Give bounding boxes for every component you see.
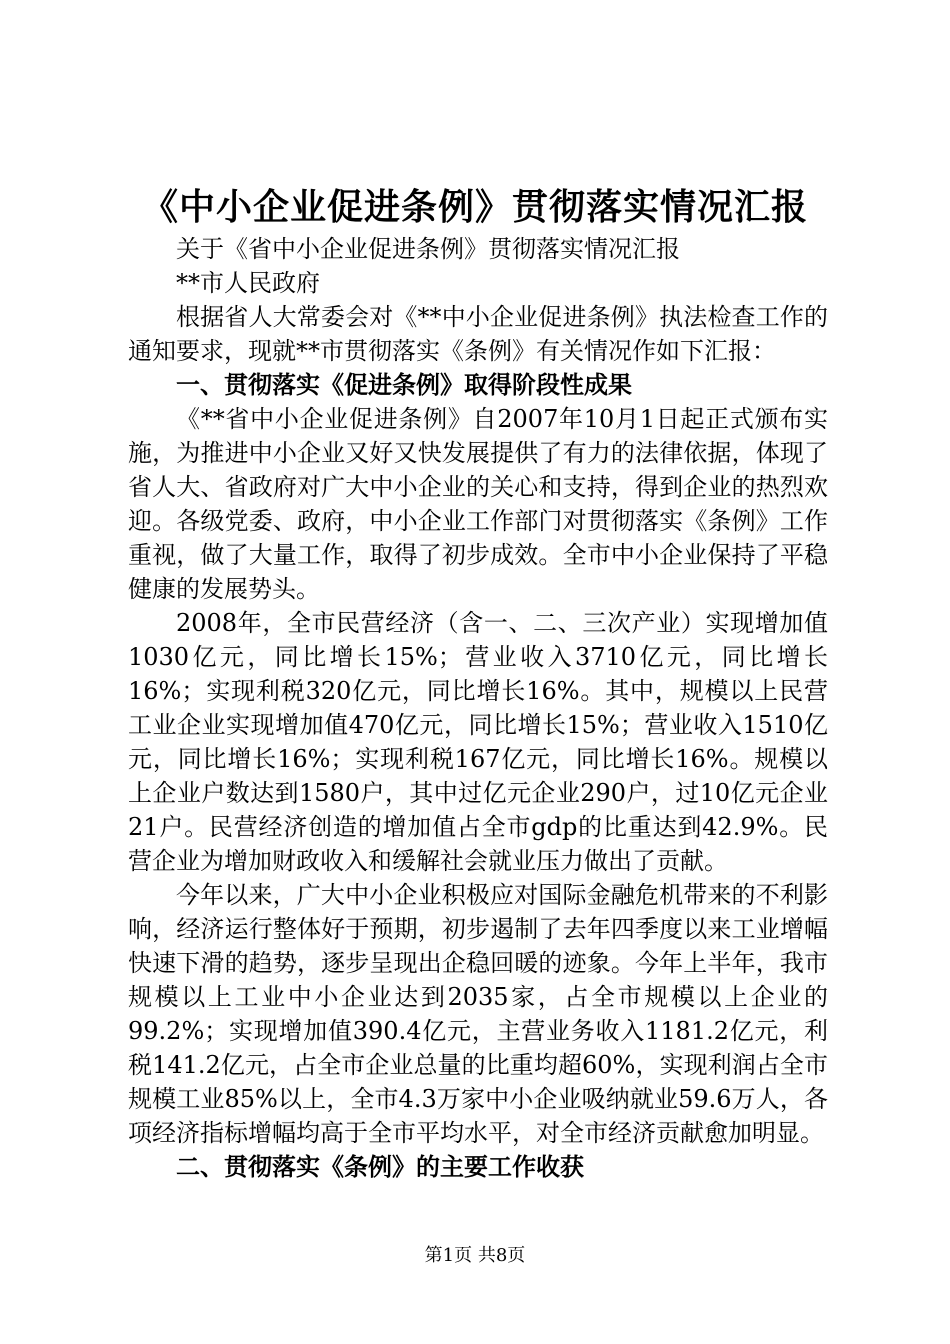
document-body: [128, 232, 828, 1184]
intro-paragraph: 根据省人大常委会对《**中小企业促进条例》执法检查工作的通知要求，现就**市贯彻落实《条例》有关情况作如下汇报：: [128, 303, 828, 365]
section-heading-2: 二、贯彻落实《条例》的主要工作收获: [176, 1153, 584, 1181]
page-footer: 第1页 共8页: [424, 1245, 526, 1266]
section-heading-1: 一、贯彻落实《促进条例》取得阶段性成果: [176, 371, 632, 399]
issuer-line: **市人民政府: [176, 269, 320, 297]
paragraph-2: 2008年，全市民营经济（含一、二、三次产业）实现增加值1030亿元，同比增长15%；营业收入3710亿元，同比增长16%；实现利税320亿元，同比增长16%。其中，规模以上民营工业企业实现增加值470亿元，同比增长15%；营业收入1510亿元，同比增长16%；实现利税167亿元，同比增长16%。规模以上企业户数达到1580户，其中过亿元企业290户，过10亿元企业21户。民营经济创造的增加值占全市gdp的比重达到42.9%。民营企业为增加财政收入和缓解社会就业压力做出了贡献。: [128, 609, 828, 875]
subtitle-line: 关于《省中小企业促进条例》贯彻落实情况汇报: [176, 235, 680, 263]
paragraph-3: 今年以来，广大中小企业积极应对国际金融危机带来的不利影响，经济运行整体好于预期，初步遏制了去年四季度以来工业增幅快速下滑的趋势，逐步呈现出企稳回暖的迹象。今年上半年，我市规模以上工业中小企业达到2035家，占全市规模以上企业的99.2%；实现增加值390.4亿元，主营业务收入1181.2亿元，利税141.2亿元，占全市企业总量的比重均超60%，实现利润占全市规模工业85%以上，全市4.3万家中小企业吸纳就业59.6万人，各项经济指标增幅均高于全市平均水平，对全市经济贡献愈加明显。: [128, 881, 828, 1147]
paragraph-1: 《**省中小企业促进条例》自2007年10月1日起正式颁布实施，为推进中小企业又好又快发展提供了有力的法律依据，体现了省人大、省政府对广大中小企业的关心和支持，得到企业的热烈欢迎。各级党委、政府，中小企业工作部门对贯彻落实《条例》工作重视，做了大量工作，取得了初步成效。全市中小企业保持了平稳健康的发展势头。: [128, 405, 828, 603]
document-title: 《中小企业促进条例》贯彻落实情况汇报: [141, 187, 808, 228]
